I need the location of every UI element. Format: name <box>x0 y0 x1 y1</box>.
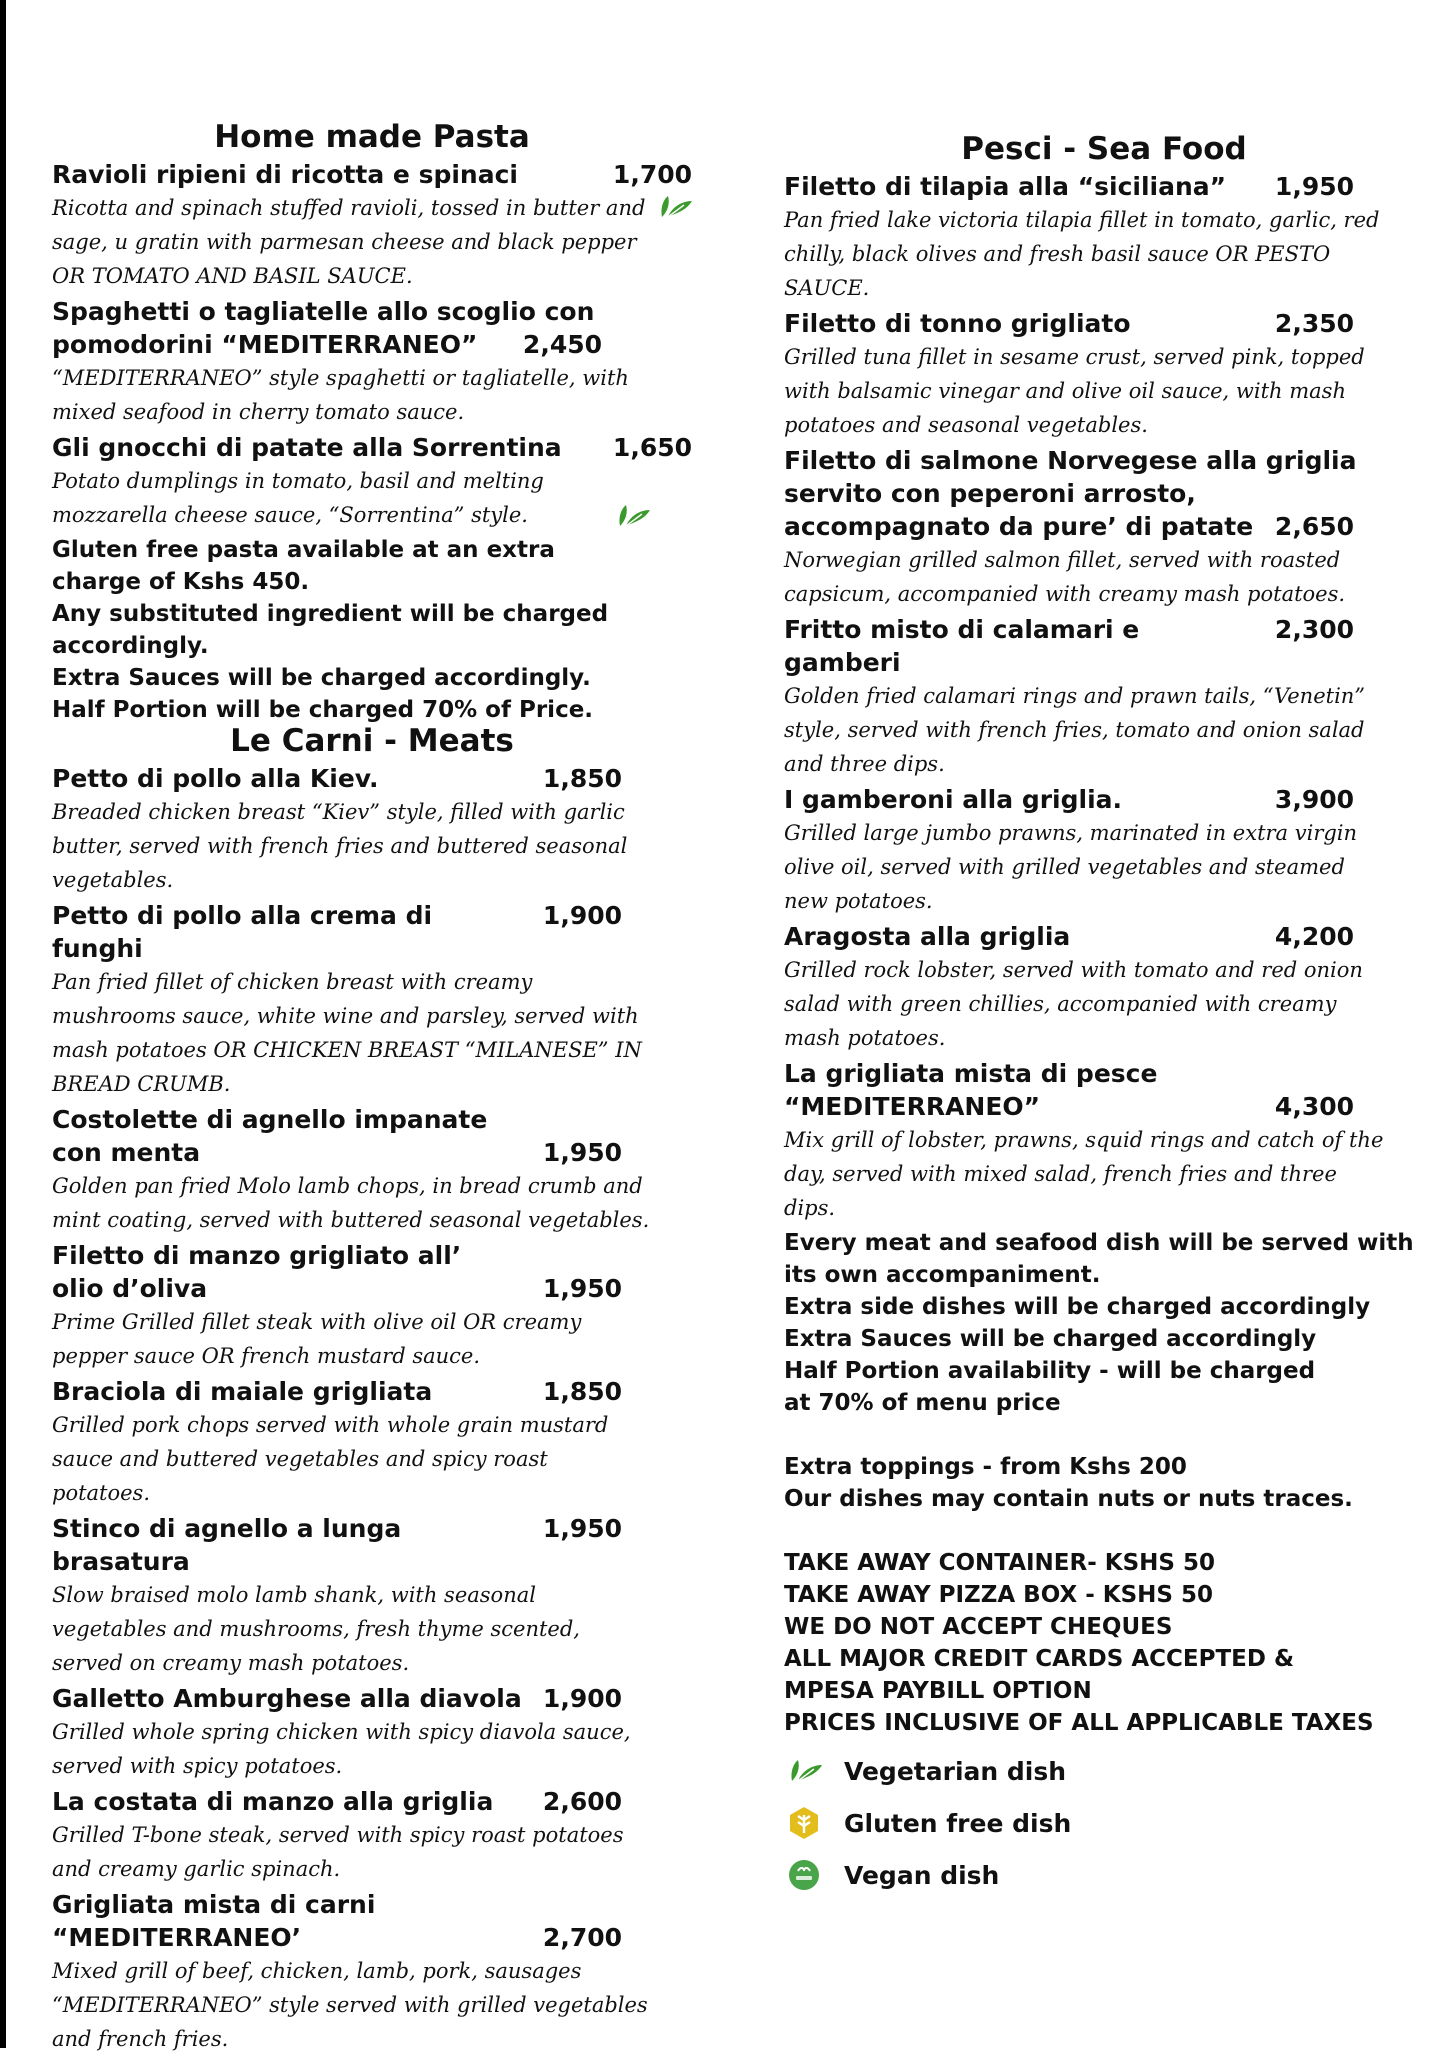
menu-item-title <box>784 170 1424 203</box>
item-description: Grilled whole spring chicken with spicy diavola sauce, served with spicy potatoes. <box>52 1720 631 1778</box>
item-description: Prime Grilled fillet steak with olive oil OR creamy pepper sauce OR french mustard sauce. <box>52 1310 582 1368</box>
item-name: Petto di pollo alla Kiev. <box>52 764 379 793</box>
menu-item-title <box>784 920 1424 953</box>
item-name: Gli gnocchi di patate alla Sorrentina <box>52 433 562 462</box>
menu-item-title <box>52 899 692 965</box>
item-name: Galletto Amburghese alla diavola <box>52 1684 522 1713</box>
item-description: Golden pan fried Molo lamb chops, in bread crumb and mint coating, served with buttered seasonal vegetables. <box>52 1174 650 1232</box>
item-price: 3,900 <box>1274 785 1354 814</box>
menu-item-title <box>52 1921 692 1954</box>
item-description: Pan fried lake victoria tilapia fillet in tomato, garlic, red chilly, black olives and fresh basil sauce OR PESTO SAUCE. <box>784 208 1380 300</box>
item-description: Ricotta and spinach stuffed ravioli, tossed in butter and sage, u gratin with parmesan cheese and black pepper OR TOMATO AND BASIL SAUCE. <box>52 191 692 293</box>
item-name: con menta <box>52 1138 201 1167</box>
menu-item-title <box>784 1090 1424 1123</box>
item-price: 1,950 <box>542 1274 622 1303</box>
seafood-note: Extra side dishes will be charged accordingly <box>784 1294 1371 1320</box>
item-description: Slow braised molo lamb shank, with seasonal vegetables and mushrooms, fresh thyme scented, served on creamy mash potatoes. <box>52 1583 580 1675</box>
item-name: I gamberoni alla griglia. <box>784 785 1123 814</box>
item-name-line: Filetto di salmone Norvegese alla griglia <box>784 446 1357 475</box>
legend <box>784 1745 1424 1901</box>
legend-item <box>784 1797 1424 1849</box>
item-price: 2,300 <box>1274 615 1354 644</box>
seafood-list <box>784 170 1424 1225</box>
item-name-line: Costolette di agnello impanate <box>52 1105 488 1134</box>
pasta-note: Gluten free pasta available at an extra charge of Kshs 450. <box>52 537 555 595</box>
menu-item-title <box>52 762 692 795</box>
info-note: Extra toppings - from Kshs 200 <box>784 1454 1187 1480</box>
item-price: 4,300 <box>1274 1092 1354 1121</box>
item-name-line: servito con peperoni arrosto, <box>784 479 1196 508</box>
item-description: Breaded chicken breast “Kiev” style, filled with garlic butter, served with french fries and buttered seasonal vegetables. <box>52 800 628 892</box>
menu-item-title <box>784 613 1424 679</box>
item-description: Grilled tuna fillet in sesame crust, served pink, topped with balsamic vinegar and olive oil sauce, with mash potatoes and seasonal vegetables. <box>784 345 1365 437</box>
menu-item-title <box>52 1272 692 1305</box>
item-price: 2,650 <box>1274 512 1354 541</box>
right-column <box>784 132 1424 1901</box>
item-name: La costata di manzo alla griglia <box>52 1787 494 1816</box>
meats-heading: Le Carni - Meats <box>230 723 514 759</box>
item-price: 1,900 <box>542 1684 622 1713</box>
gluten-free-icon <box>784 1803 824 1843</box>
item-description: Grilled large jumbo prawns, marinated in extra virgin olive oil, served with grilled vegetables and steamed new potatoes. <box>784 821 1358 913</box>
left-column <box>52 120 692 2058</box>
item-name: Ravioli ripieni di ricotta e spinaci <box>52 160 518 189</box>
legend-item <box>784 1745 1424 1797</box>
item-price: 1,700 <box>612 160 692 189</box>
seafood-note: Extra Sauces will be charged accordingly <box>784 1326 1317 1352</box>
page-left-border <box>0 0 6 2048</box>
policy-note: TAKE AWAY CONTAINER- KSHS 50 <box>784 1550 1215 1576</box>
item-name-line: Grigliata mista di carni <box>52 1890 376 1919</box>
item-description: Norwegian grilled salmon fillet, served with roasted capsicum, accompanied with creamy mash potatoes. <box>784 548 1346 606</box>
policy-note: PRICES INCLUSIVE OF ALL APPLICABLE TAXES <box>784 1710 1374 1736</box>
meats-list <box>52 762 692 2056</box>
item-description: “MEDITERRANEO” style spaghetti or tagliatelle, with mixed seafood in cherry tomato sauce. <box>52 366 629 424</box>
pasta-heading: Home made Pasta <box>214 119 530 155</box>
item-description: Mix grill of lobster, prawns, squid rings and catch of the day, served with mixed salad, french fries and three dips. <box>784 1128 1384 1220</box>
vegetarian-leaf-icon <box>784 1751 824 1791</box>
item-name: accompagnato da pure’ di patate <box>784 512 1254 541</box>
item-description: Grilled rock lobster, served with tomato and red onion salad with green chillies, accompanied with creamy mash potatoes. <box>784 958 1363 1050</box>
item-name: pomodorini “MEDITERRANEO” <box>52 330 478 359</box>
item-name: olio d’oliva <box>52 1274 208 1303</box>
policy-note: ALL MAJOR CREDIT CARDS ACCEPTED & MPESA PAYBILL OPTION <box>784 1646 1295 1704</box>
menu-item-title <box>784 307 1424 340</box>
legend-label: Vegan dish <box>844 1860 1000 1890</box>
menu-item-title <box>52 1682 692 1715</box>
item-price: 1,650 <box>612 433 692 462</box>
item-name: Filetto di tonno grigliato <box>784 309 1131 338</box>
item-price: 1,850 <box>542 764 622 793</box>
item-price: 1,850 <box>542 1377 622 1406</box>
menu-item-title <box>52 1785 692 1818</box>
item-name: Stinco di agnello a lunga brasatura <box>52 1514 402 1576</box>
seafood-heading: Pesci - Sea Food <box>961 131 1247 167</box>
item-price: 2,700 <box>542 1923 622 1952</box>
item-price: 1,950 <box>1274 172 1354 201</box>
item-price: 2,350 <box>1274 309 1354 338</box>
item-description: Mixed grill of beef, chicken, lamb, pork, sausages “MEDITERRANEO” style served with grilled vegetables and french fries. <box>52 1959 648 2051</box>
vegetarian-leaf-icon <box>612 502 652 530</box>
policy-note: WE DO NOT ACCEPT CHEQUES <box>784 1614 1173 1640</box>
legend-item <box>784 1849 1424 1901</box>
menu-item-title <box>52 431 692 464</box>
seafood-note: Every meat and seafood dish will be served with its own accompaniment. <box>784 1230 1414 1288</box>
vegetarian-leaf-icon <box>654 193 694 221</box>
item-name-line1: Spaghetti o tagliatelle allo scoglio con <box>52 297 595 326</box>
item-price: 2,450 <box>522 330 602 359</box>
item-price: 1,950 <box>542 1138 622 1167</box>
pasta-note: Half Portion will be charged 70% of Price. <box>52 697 594 723</box>
item-name: Braciola di maiale grigliata <box>52 1377 433 1406</box>
seafood-note: Half Portion availability - will be charged at 70% of menu price <box>784 1358 1316 1416</box>
item-name: Filetto di tilapia alla “siciliana” <box>784 172 1227 201</box>
pasta-note: Any substituted ingredient will be charged accordingly. <box>52 601 609 659</box>
item-price: 2,600 <box>542 1787 622 1816</box>
menu-item-title <box>52 158 692 191</box>
item-description: Pan fried fillet of chicken breast with creamy mushrooms sauce, white wine and parsley, served with mash potatoes OR CHICKEN BREAST “MILANESE” IN BREAD CRUMB. <box>52 970 642 1096</box>
pasta-note: Extra Sauces will be charged accordingly. <box>52 665 591 691</box>
item-description: Potato dumplings in tomato, basil and melting mozzarella cheese sauce, “Sorrentina” style. <box>52 464 692 532</box>
item-price: 1,950 <box>542 1514 622 1543</box>
policy-note: TAKE AWAY PIZZA BOX - KSHS 50 <box>784 1582 1213 1608</box>
legend-label: Vegetarian dish <box>844 1756 1067 1786</box>
item-description: Golden fried calamari rings and prawn tails, “Venetin” style, served with french fries, tomato and onion salad and three dips. <box>784 684 1366 776</box>
item-price: 1,900 <box>542 901 622 930</box>
menu-item-title <box>52 1512 692 1578</box>
legend-label: Gluten free dish <box>844 1808 1072 1838</box>
menu-item-title <box>52 1375 692 1408</box>
item-name-line: La grigliata mista di pesce <box>784 1059 1158 1088</box>
item-description: Grilled pork chops served with whole grain mustard sauce and buttered vegetables and spicy roast potatoes. <box>52 1413 609 1505</box>
vegan-icon <box>784 1855 824 1895</box>
menu-item-title <box>52 328 692 361</box>
menu-item-title <box>52 1136 692 1169</box>
item-name: Aragosta alla griglia <box>784 922 1071 951</box>
menu-item-title <box>784 783 1424 816</box>
item-name: “MEDITERRANEO’ <box>52 1923 302 1952</box>
item-name: Petto di pollo alla crema di funghi <box>52 901 433 963</box>
item-price: 4,200 <box>1274 922 1354 951</box>
item-name: “MEDITERRANEO” <box>784 1092 1041 1121</box>
item-name-line: Filetto di manzo grigliato all’ <box>52 1241 462 1270</box>
menu-item-title <box>784 510 1424 543</box>
item-name: Fritto misto di calamari e gamberi <box>784 615 1140 677</box>
info-note: Our dishes may contain nuts or nuts traces. <box>784 1486 1353 1512</box>
item-description: Grilled T-bone steak, served with spicy roast potatoes and creamy garlic spinach. <box>52 1823 624 1881</box>
